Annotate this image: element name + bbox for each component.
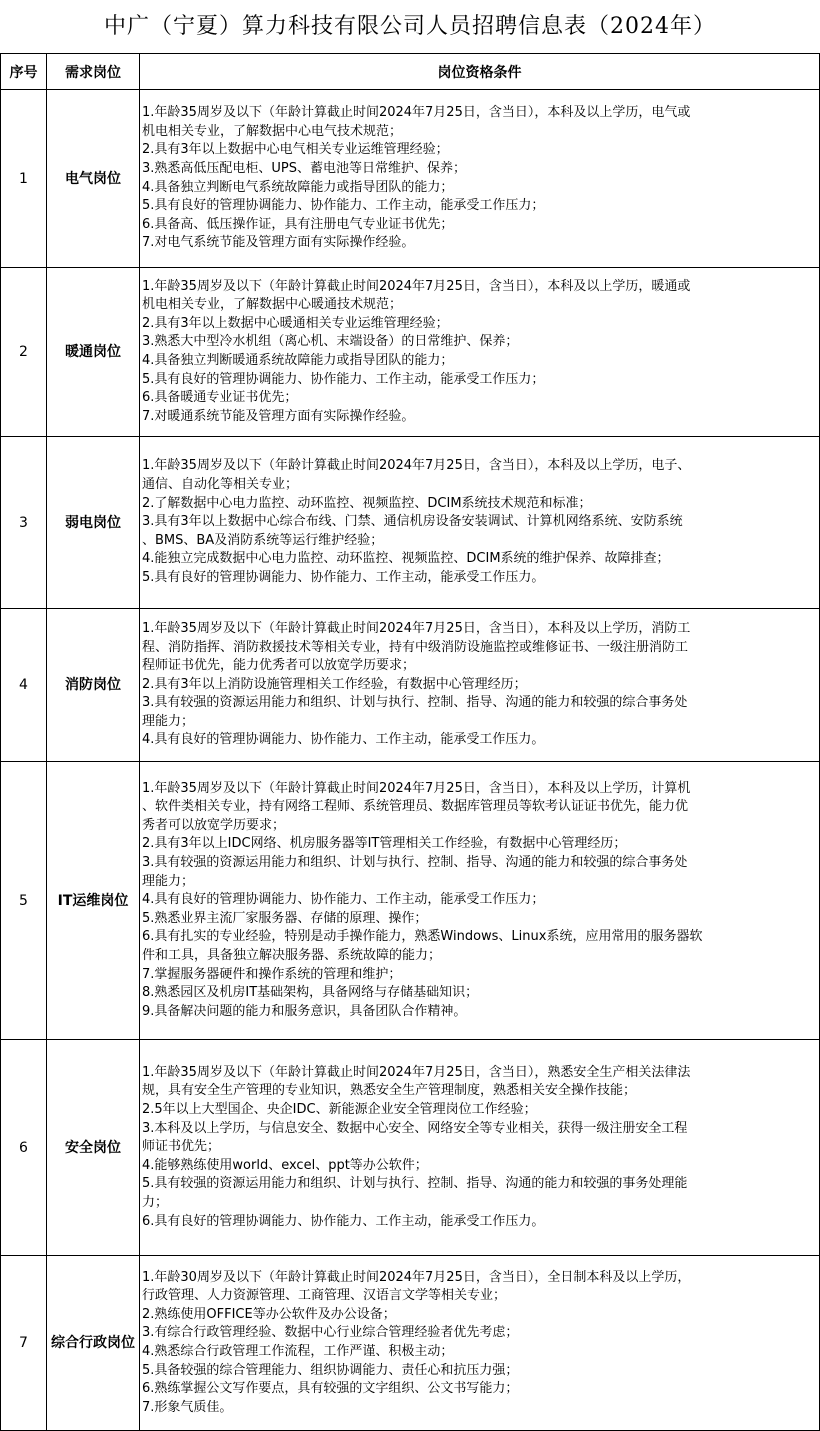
requirement-line: 7.对暖通系统节能及管理方面有实际操作经验。	[142, 408, 415, 424]
row-number: 4	[1, 609, 47, 762]
requirement-line: 1.年龄35周岁及以下（年龄计算截止时间2024年7月25日，含当日），本科及以上学历，消防工	[142, 620, 691, 636]
requirement-line: 机电相关专业，了解数据中心电气技术规范；	[142, 123, 403, 139]
requirement-line: 行政管理、人力资源管理、工商管理、汉语言文学等相关专业；	[142, 1288, 507, 1304]
requirement-line: 1.年龄35周岁及以下（年龄计算截止时间2024年7月25日，含当日），本科及以上学历，计算机	[142, 780, 691, 796]
requirement-line: 3.熟悉大中型冷水机组（离心机、末端设备）的日常维护、保养；	[142, 334, 519, 350]
requirement-line: 2.具有3年以上IDC网络、机房服务器等IT管理相关工作经验，有数据中心管理经历；	[142, 836, 627, 852]
requirement-line: 5.具有良好的管理协调能力、协作能力、工作主动，能承受工作压力；	[142, 371, 545, 387]
requirement-line: 4.具有良好的管理协调能力、协作能力、工作主动，能承受工作压力。	[142, 732, 545, 748]
requirement-line: 6.具备暖通专业证书优先；	[142, 390, 298, 406]
requirement-line: 1.年龄35周岁及以下（年龄计算截止时间2024年7月25日，含当日），本科及以上学历，电气或	[142, 105, 691, 121]
position-name: 暖通岗位	[47, 268, 140, 437]
requirement-line: 程师证书优先，能力优秀者可以放宽学历要求；	[142, 658, 416, 674]
requirement-line: 1.年龄35周岁及以下（年龄计算截止时间2024年7月25日，含当日），本科及以上学历，暖通或	[142, 278, 691, 294]
requirement-line: 4.能够熟练使用world、excel、ppt等办公软件；	[142, 1157, 428, 1173]
requirements-cell	[140, 268, 820, 437]
requirement-line: 5.具有良好的管理协调能力、协作能力、工作主动，能承受工作压力；	[142, 198, 545, 214]
requirement-line: 3.本科及以上学历，与信息安全、数据中心安全、网络安全等专业相关，获得一级注册安全工程	[142, 1120, 688, 1136]
requirement-line: 1.年龄30周岁及以下（年龄计算截止时间2024年7月25日，含当日），全日制本科及以上学历，	[142, 1269, 691, 1285]
position-name: 电气岗位	[47, 90, 140, 268]
requirement-line: 2.熟练使用OFFICE等办公软件及办公设备；	[142, 1306, 396, 1322]
requirement-line: 3.具有较强的资源运用能力和组织、计划与执行、控制、指导、沟通的能力和较强的综合事务处	[142, 855, 688, 871]
requirement-line: 3.有综合行政管理经验、数据中心行业综合管理经验者优先考虑；	[142, 1325, 519, 1341]
requirement-line: 5.具备较强的综合管理能力、组织协调能力、责任心和抗压力强；	[142, 1362, 519, 1378]
row-number: 1	[1, 90, 47, 268]
requirement-line: 、BMS、BA及消防系统等运行维护经验；	[142, 532, 384, 548]
row-number: 5	[1, 762, 47, 1040]
row-number: 2	[1, 268, 47, 437]
requirement-line: 机电相关专业，了解数据中心暖通技术规范；	[142, 297, 403, 313]
header-no: 序号	[1, 54, 47, 90]
requirement-line: 2.具有3年以上数据中心电气相关专业运维管理经验；	[142, 142, 449, 158]
requirement-line: 9.具备解决问题的能力和服务意识，具备团队合作精神。	[142, 1003, 467, 1019]
requirement-line: 5.具有良好的管理协调能力、协作能力、工作主动，能承受工作压力。	[142, 569, 545, 585]
requirement-line: 规，具有安全生产管理的专业知识，熟悉安全生产管理制度，熟悉相关安全操作技能；	[142, 1083, 637, 1099]
requirement-line: 7.形象气质佳。	[142, 1399, 233, 1415]
requirement-line: 力；	[142, 1194, 169, 1210]
requirement-line: 4.熟悉综合行政管理工作流程，工作严谨、积极主动；	[142, 1344, 454, 1359]
requirement-line: 6.具备高、低压操作证，具有注册电气专业证书优先；	[142, 216, 454, 232]
requirements-cell	[140, 1256, 820, 1431]
header-position: 需求岗位	[47, 54, 140, 90]
table-row	[1, 609, 820, 762]
requirement-line: 6.具有扎实的专业经验，特别是动手操作能力，熟悉Windows、Linux系统，应用常用的服务器软	[142, 929, 703, 945]
requirement-line: 7.掌握服务器硬件和操作系统的管理和维护；	[142, 966, 402, 982]
requirement-line: 7.对电气系统节能及管理方面有实际操作经验。	[142, 235, 415, 251]
table-header-row	[1, 54, 820, 90]
table-row	[1, 1040, 820, 1256]
header-requirements: 岗位资格条件	[140, 54, 820, 90]
table-row	[1, 437, 820, 609]
requirement-line: 5.具有较强的资源运用能力和组织、计划与执行、控制、指导、沟通的能力和较强的事务处理能	[142, 1176, 688, 1192]
requirement-line: 8.熟悉园区及机房IT基础架构，具备网络与存储基础知识；	[142, 985, 479, 1001]
requirement-line: 6.熟练掌握公文写作要点，具有较强的文字组织、公文书写能力；	[142, 1381, 519, 1397]
requirement-line: 程、消防指挥、消防救援技术等相关专业，持有中级消防设施监控或维修证书、一级注册消防工	[142, 639, 689, 655]
row-number: 6	[1, 1040, 47, 1256]
position-name: 消防岗位	[47, 609, 140, 762]
requirement-line: 1.年龄35周岁及以下（年龄计算截止时间2024年7月25日，含当日），熟悉安全生产相关法律法	[142, 1064, 691, 1080]
requirement-line: 3.熟悉高低压配电柜、UPS、蓄电池等日常维护、保养；	[142, 160, 467, 176]
page-title: 中广（宁夏）算力科技有限公司人员招聘信息表（2024年）	[104, 14, 716, 39]
requirement-line: 件和工具，具备独立解决服务器、系统故障的能力；	[142, 947, 442, 963]
position-name: 安全岗位	[47, 1040, 140, 1256]
table-row	[1, 1256, 820, 1431]
position-name: IT运维岗位	[47, 762, 140, 1040]
position-name: 弱电岗位	[47, 437, 140, 609]
requirement-line: 师证书优先；	[142, 1139, 221, 1155]
requirement-line: 理能力；	[142, 873, 195, 889]
row-number: 7	[1, 1256, 47, 1431]
requirement-line: 2.5年以上大型国企、央企IDC、新能源企业安全管理岗位工作经验；	[142, 1102, 537, 1118]
position-name: 综合行政岗位	[47, 1256, 140, 1431]
requirement-line: 1.年龄35周岁及以下（年龄计算截止时间2024年7月25日，含当日），本科及以上学历，电子、	[142, 458, 691, 474]
requirement-line: 3.具有较强的资源运用能力和组织、计划与执行、控制、指导、沟通的能力和较强的综合事务处	[142, 695, 688, 711]
requirements-cell	[140, 90, 820, 268]
requirement-line: 通信、自动化等相关专业；	[142, 477, 299, 493]
requirement-line: 4.具有良好的管理协调能力、协作能力、工作主动，能承受工作压力；	[142, 892, 545, 908]
requirement-line: 秀者可以放宽学历要求；	[142, 817, 286, 833]
requirement-line: 4.具备独立判断暖通系统故障能力或指导团队的能力；	[142, 353, 454, 368]
requirement-line: 2.了解数据中心电力监控、动环监控、视频监控、DCIM系统技术规范和标准；	[142, 495, 592, 511]
table-row	[1, 762, 820, 1040]
requirements-cell	[140, 609, 820, 762]
table-row	[1, 90, 820, 268]
requirement-line: 理能力；	[142, 713, 195, 729]
recruitment-table	[0, 53, 820, 1431]
requirement-line: 3.具有3年以上数据中心综合布线、门禁、通信机房设备安装调试、计算机网络系统、安防系统	[142, 514, 683, 530]
requirements-cell	[140, 437, 820, 609]
requirement-line: 4.具备独立判断电气系统故障能力或指导团队的能力；	[142, 179, 454, 195]
table-row	[1, 268, 820, 437]
requirements-cell	[140, 762, 820, 1040]
requirement-line: 2.具有3年以上消防设施管理相关工作经验，有数据中心管理经历；	[142, 676, 527, 692]
requirement-line: 2.具有3年以上数据中心暖通相关专业运维管理经验；	[142, 315, 449, 331]
requirement-line: 6.具有良好的管理协调能力、协作能力、工作主动，能承受工作压力。	[142, 1213, 545, 1229]
requirements-cell	[140, 1040, 820, 1256]
requirement-line: 4.能独立完成数据中心电力监控、动环监控、视频监控、DCIM系统的维护保养、故障排查；	[142, 551, 670, 567]
requirement-line: 5.熟悉业界主流厂家服务器、存储的原理、操作；	[142, 910, 428, 926]
row-number: 3	[1, 437, 47, 609]
requirement-line: 、软件类相关专业，持有网络工程师、系统管理员、数据库管理员等软考认证证书优先，能力优	[142, 799, 689, 815]
